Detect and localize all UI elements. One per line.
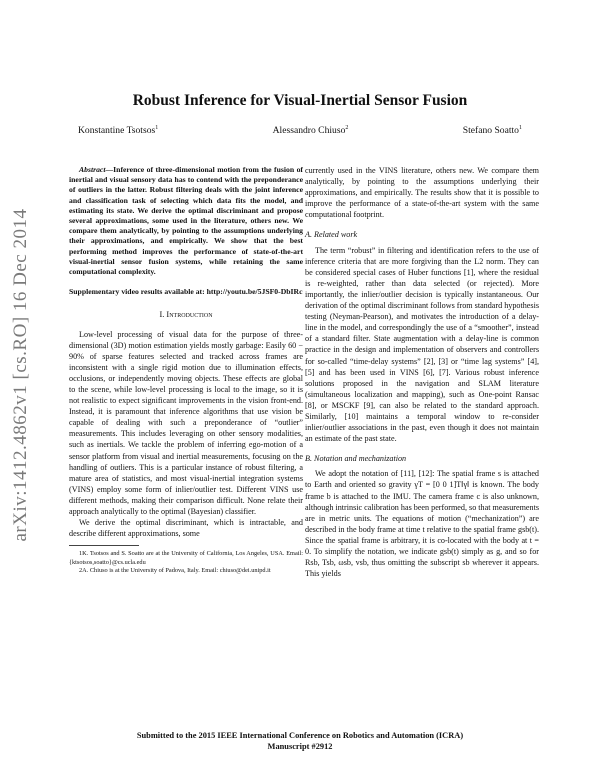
left-column (69, 165, 303, 576)
right-paragraph-1: currently used in the VINS literature, others new. We compare them analytically, by pointing to the assumptions underlying their approximations, and empirically. The results show that it is possible to improve the performance of a state-of-the-art system with the same computational footprint. (305, 166, 539, 220)
submission-footer (0, 730, 600, 752)
section-heading-introduction: I. Introduction (159, 310, 213, 320)
abstract: Abstract—Inference of three-dimensional motion from the fusion of inertial and visual sensory data has to contend with the preponderance of outliers in the latter. Robust filtering deals with the joint inference and classification task of selecting which data fits the model, and estimating its state. We derive the optimal discriminant and propose several approximations, some used in the literature, others new. We compare them analytically, by pointing to the assumptions underlying their approximations, and empirically. We show that the best performing method improves the performance of state-of-the-art visual-inertial sensor fusion systems, while retaining the same computational complexity. (69, 165, 303, 277)
related-work-paragraph: The term “robust” in filtering and identification refers to the use of inference criteria that are more forgiving than the L2 norm. They can be considered special cases of Huber functions [1], where the residual is re-weighted, rather than data selected (or rejected). More importantly, the inlier/outlier decision is typically instantaneous. Our derivation of the optimal discriminant follows from standard hypothesis testing (Neyman-Pearson), and motivates the introduction of a delay-line in the model, and correspondingly the use of a “smoother”, instead of a standard filter. State augmentation with a delay-line is common practice in the design and implementation of observers and controllers for so-called “time-delay systems” [2], [3] or “time lag systems” [4], [5] and has been used in VINS [6], [7]. Various robust inference solutions proposed in the navigation and SLAM literature (simultaneous localization and mapping), such as One-point Ransac [8], or MSCKF [9], can also be related to the standard approach. Similarly, [10] maintains a temporal window to re-consider inlier/outlier associations in the past, even though it does not maintain an estimate of the past state. (305, 245, 539, 444)
supplementary-note: Supplementary video results available at: http://youtu.be/5JSF0-DbIRc (69, 287, 303, 297)
subsection-heading-notation: B. Notation and mechanization (305, 454, 407, 464)
author-list (78, 125, 522, 136)
intro-paragraph-1: Low-level processing of visual data for the purpose of three-dimensional (3D) motion estimation yields mostly garbage: Easily 60 − 90% of sparse features selected and tracked across frames are inconsistent with a single rigid motion due to illumination effects, occlusions, or independently moving objects. These effects are global to the scene, while low-level processing is local to the image, so it is not realistic to expect significant improvements in the vision front-end. Instead, it is paramount that inference algorithms that use vision be capable of dealing with such a preponderance of “outlier” measurements. This includes leveraging on other sensory modalities, such as inertials. We tackle the problem of inferring ego-motion of a sensor platform from visual and inertial measurements, focusing on the handling of outliers. This is a particular instance of robust filtering, a mature area of statistics, and most visual-inertial integration systems (VINS) employ some form of inlier/outlier test. Different VINS use different methods, making their comparison difficult. None relate their approach analytically to the optimal (Bayesian) classifier. (69, 329, 303, 517)
paper-title: Robust Inference for Visual-Inertial Sensor Fusion (132, 92, 468, 109)
footnote-1: 1K. Tsotsos and S. Soatto are at the University of California, Los Angeles, USA. Email: {ktsotsos,soatto}@cs.ucla.edu (69, 550, 303, 566)
notation-paragraph: We adopt the notation of [11], [12]: The spatial frame s is attached to Earth and oriented so gravity γT = [0 0 1]T‖γ‖ is known. The body frame b is attached to the IMU. The camera frame c is also unknown, although intrinsic calibration has been performed, so that measurements are in metric units. The equations of motion (“mechanization”) are described in the body frame at time t relative to the spatial frame gsb(t). Since the spatial frame is arbitrary, it is co-located with the body at t = 0. To simplify the notation, we indicate gsb(t) simply as g, and so for Rsb, Tsb, ωsb, vsb, thus omitting the subscript sb wherever it appears. This yields (305, 469, 539, 579)
author-3: Stefano Soatto$^1$ (462, 125, 522, 137)
arxiv-stamp: arXiv:1412.4862v1 [cs.RO] 16 Dec 2014 (10, 208, 31, 542)
footnote-rule (69, 545, 139, 546)
footer-manuscript: Manuscript #2912 (267, 742, 333, 751)
intro-paragraph-2: We derive the optimal discriminant, which is intractable, and describe different approximations, some (69, 518, 303, 539)
subsection-heading-related-work: A. Related work (305, 230, 358, 240)
author-2: Alessandro Chiuso$^2$ (272, 125, 349, 137)
footer-conference: Submitted to the 2015 IEEE International Conference on Robotics and Automation (ICRA) (136, 731, 464, 740)
footnote-2: 2A. Chiuso is at the University of Padova, Italy. Email: chiuso@dei.unipd.it (79, 567, 271, 575)
right-column (305, 165, 539, 579)
author-1: Konstantine Tsotsos$^1$ (78, 125, 159, 137)
